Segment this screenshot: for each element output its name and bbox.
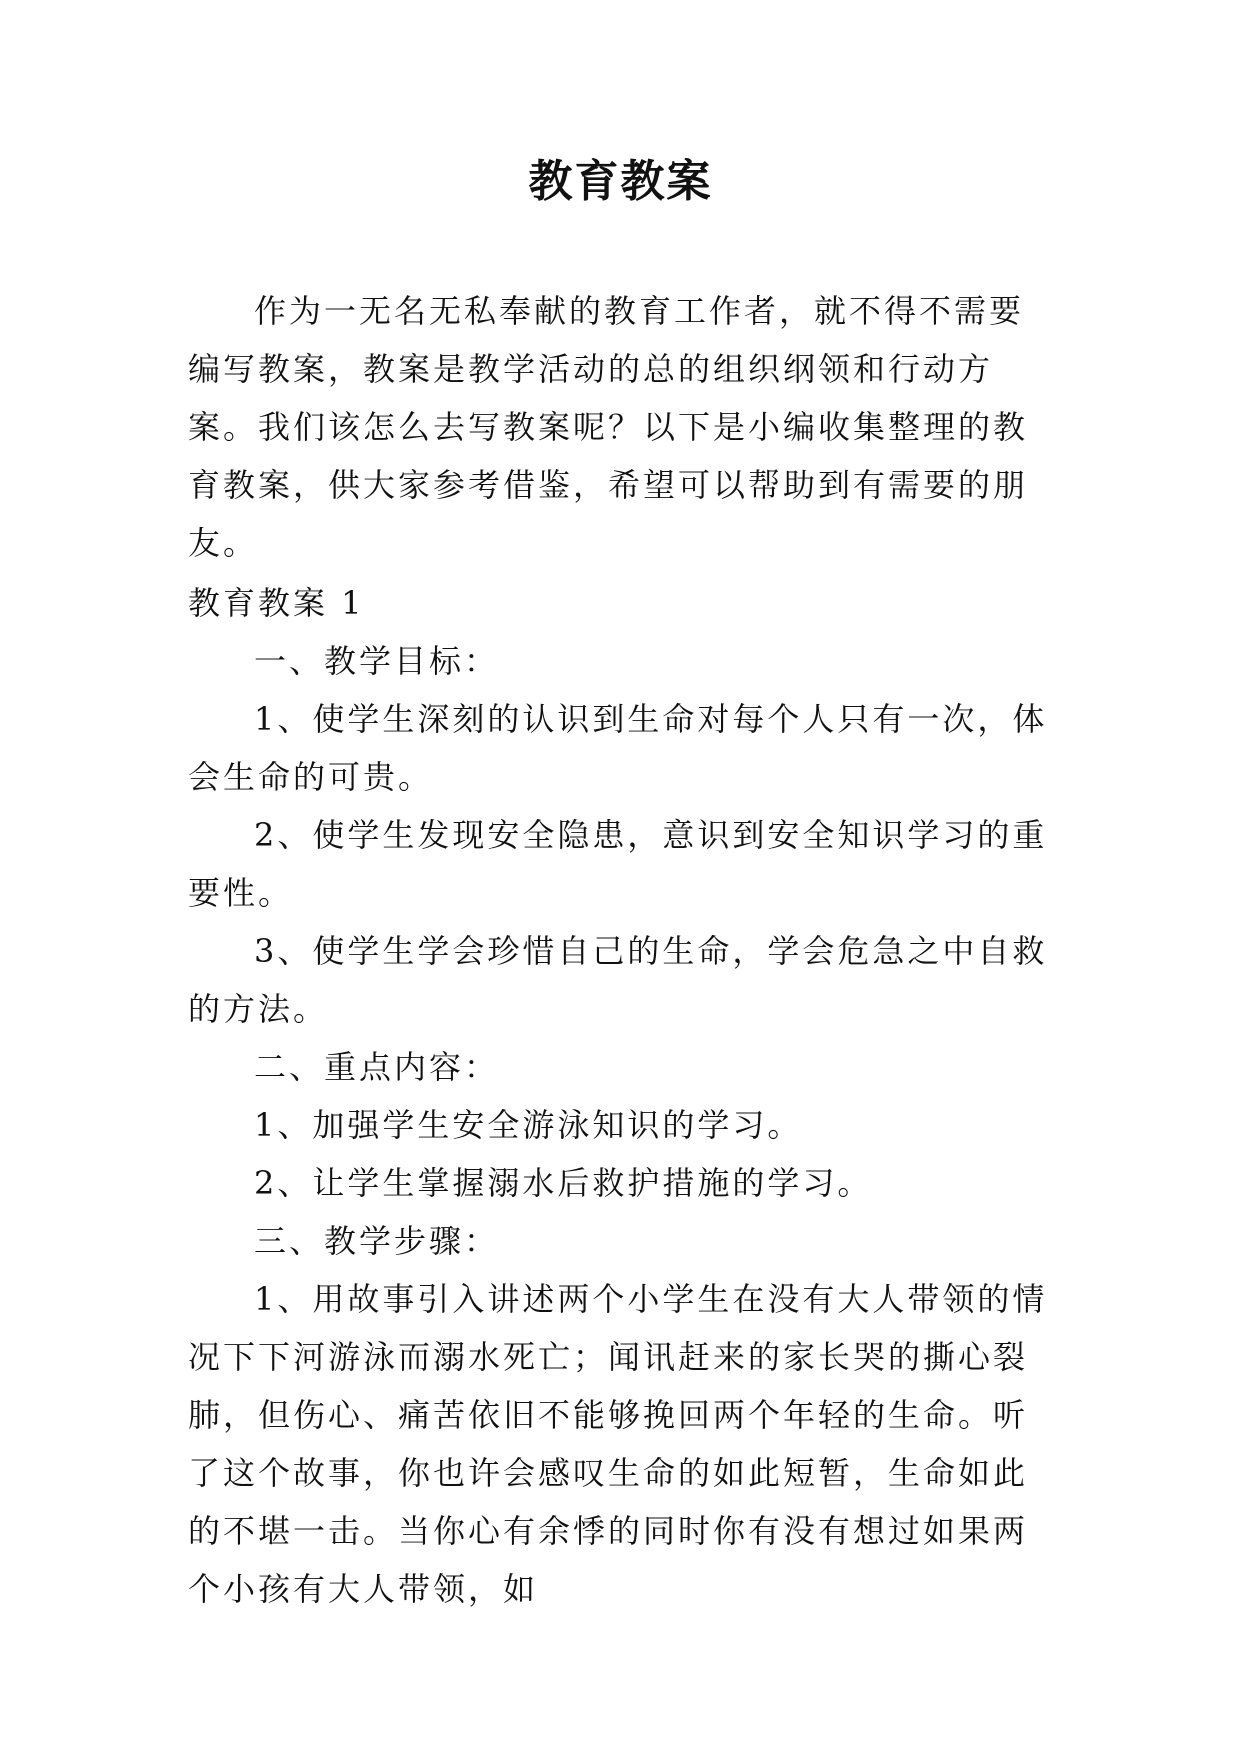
key-content-item-1: 1、加强学生安全游泳知识的学习。 — [254, 1106, 803, 1144]
goal-item-3: 3、使学生学会珍惜自己的生命，学会危急之中自救的方法。 — [188, 932, 1048, 1028]
teaching-step-1: 1、用故事引入讲述两个小学生在没有大人带领的情况下下河游泳而溺水死亡；闻讯赶来的家长哭的撕心裂肺，但伤心、痛苦依旧不能够挽回两个年轻的生命。听了这个故事，你也许会感叹生命的如此短暂，生命如此的不堪一击。当你心有余悸的同时你有没有想过如果两个小孩有大人带领，如 — [188, 1280, 1048, 1608]
goal-item-1: 1、使学生深刻的认识到生命对每个人只有一次，体会生命的可贵。 — [188, 700, 1048, 796]
lesson-plan-content — [188, 574, 1050, 1618]
teaching-steps-heading: 三、教学步骤： — [254, 1222, 500, 1260]
key-content-heading: 二、重点内容： — [254, 1048, 500, 1086]
intro-paragraph: 作为一无名无私奉献的教育工作者，就不得不需要编写教案，教案是教学活动的总的组织纲领和行动方案。我们该怎么去写教案呢？以下是小编收集整理的教育教案，供大家参考借鉴，希望可以帮助到有需要的朋友。 — [188, 292, 1029, 562]
key-content-item-2: 2、让学生掌握溺水后救护措施的学习。 — [254, 1164, 873, 1202]
goal-item-2: 2、使学生发现安全隐患，意识到安全知识学习的重要性。 — [188, 816, 1048, 912]
teaching-goals-heading: 一、教学目标： — [254, 642, 500, 680]
document-title: 教育教案 — [528, 156, 713, 207]
section-heading: 教育教案 1 — [188, 584, 365, 622]
